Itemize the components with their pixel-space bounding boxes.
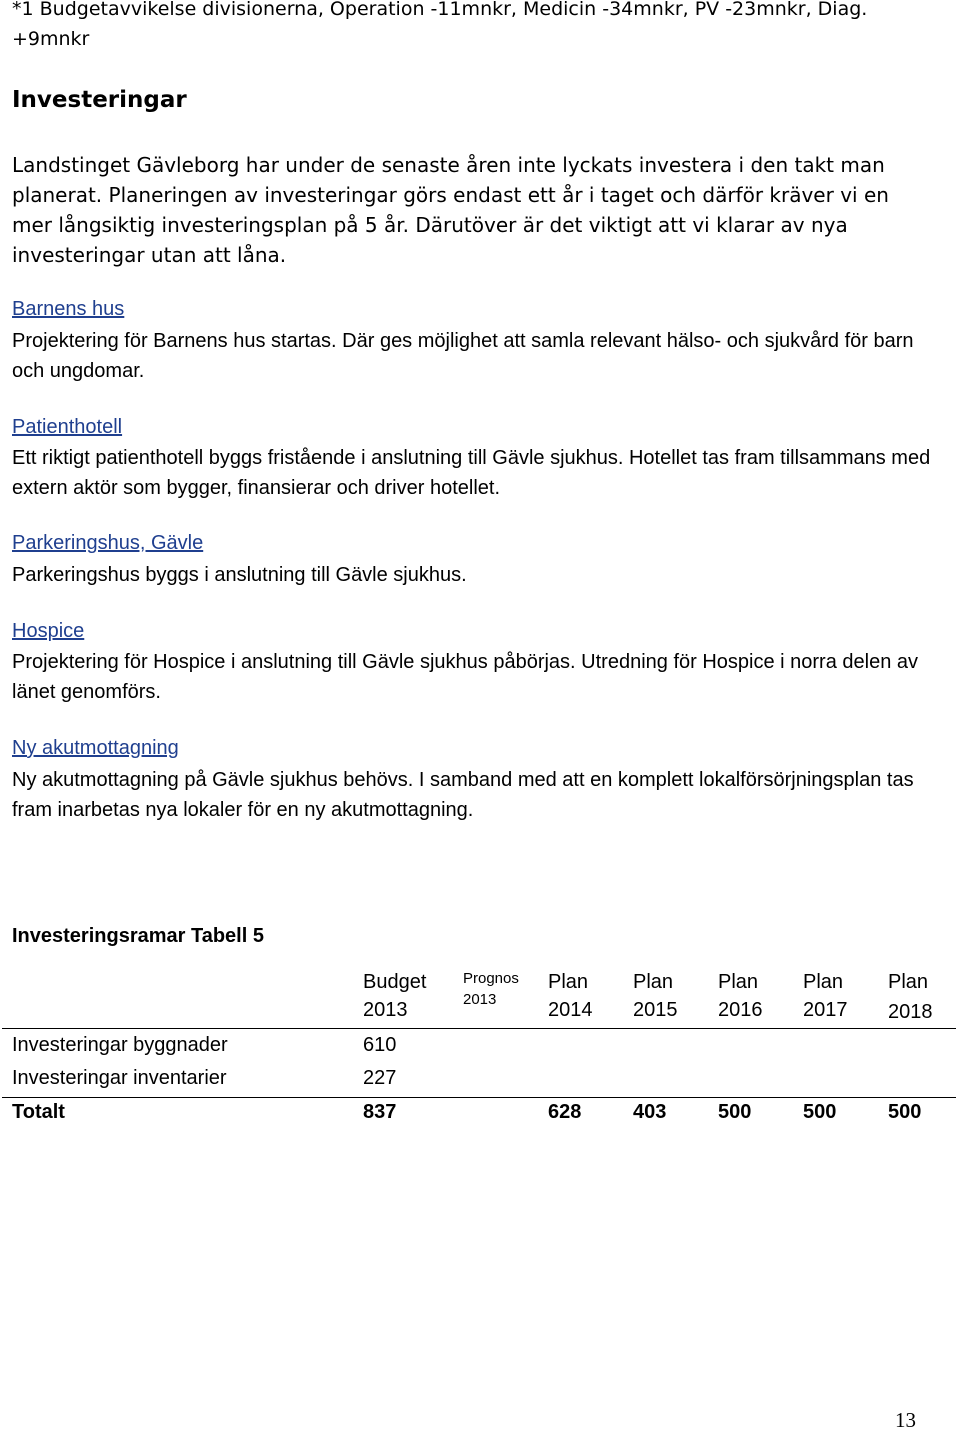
budget-footnote: *1 Budgetavvikelse divisionerna, Operation -11mnkr, Medicin -34mnkr, PV -23mnkr, Diag. +9mnkr	[12, 0, 868, 50]
table-cell-totalt-plan-2015: 403	[633, 1101, 667, 1123]
header-line1: Plan	[803, 971, 844, 993]
header-line1: Plan	[888, 971, 929, 993]
table-header-rule	[2, 1028, 956, 1029]
header-line1: Plan	[718, 971, 759, 993]
section-title-patienthotell: Patienthotell	[12, 416, 123, 438]
table-header-plan-2017	[803, 968, 848, 1024]
header-line2: 2018	[888, 1001, 933, 1023]
table-row-label-inventarier: Investeringar inventarier	[12, 1067, 227, 1089]
table-cell-inventarier-budget-2013: 227	[363, 1067, 397, 1089]
header-line2: 2015	[633, 999, 678, 1021]
header-line1: Plan	[548, 971, 589, 993]
header-line1: Plan	[633, 971, 674, 993]
table-cell-totalt-plan-2016: 500	[718, 1101, 752, 1123]
table-row-label-totalt: Totalt	[12, 1101, 65, 1123]
page-number: 13	[895, 1408, 916, 1432]
section-body-ny-akutmottagning: Ny akutmottagning på Gävle sjukhus behövs. I samband med att en komplett lokalförsörjningsplan tas fram inarbetas nya lokaler för en ny akutmottagning.	[12, 769, 914, 821]
table-header-plan-2015	[633, 968, 678, 1024]
table-cell-totalt-plan-2014: 628	[548, 1101, 582, 1123]
table-total-rule	[2, 1097, 956, 1098]
header-line2: 2013	[363, 999, 408, 1021]
section-title-parkeringshus: Parkeringshus, Gävle	[12, 532, 204, 554]
table-cell-byggnader-budget-2013: 610	[363, 1034, 397, 1056]
header-line2: 2016	[718, 999, 763, 1021]
header-line2: 2013	[463, 991, 497, 1008]
page-heading: Investeringar	[12, 87, 187, 113]
table-cell-totalt-budget-2013: 837	[363, 1101, 397, 1123]
section-body-barnens-hus: Projektering för Barnens hus startas. Där ges möjlighet att samla relevant hälso- och sjukvård för barn och ungdomar.	[12, 330, 914, 382]
header-line2: 2014	[548, 999, 593, 1021]
section-title-hospice: Hospice	[12, 620, 85, 642]
table-cell-totalt-plan-2017: 500	[803, 1101, 837, 1123]
table-cell-totalt-plan-2018: 500	[888, 1101, 922, 1123]
header-line2: 2017	[803, 999, 848, 1021]
section-title-barnens-hus: Barnens hus	[12, 298, 125, 320]
table-header-prognos-2013	[463, 968, 519, 1010]
header-line1: Budget	[363, 971, 427, 993]
intro-paragraph: Landstinget Gävleborg har under de senaste åren inte lyckats investera i den takt man planerat. Planeringen av investeringar görs endast ett år i taget och därför kräver vi en mer långsiktig investeringsplan på 5 år. Därutöver är det viktigt att vi klarar av nya investeringar utan att låna.	[12, 153, 889, 267]
table-header-plan-2014	[548, 968, 593, 1024]
section-body-hospice: Projektering för Hospice i anslutning till Gävle sjukhus påbörjas. Utredning för Hospice i norra delen av länet genomförs.	[12, 651, 919, 703]
section-title-ny-akutmottagning: Ny akutmottagning	[12, 737, 179, 759]
table-header-plan-2018	[888, 968, 933, 1026]
header-line1: Prognos	[463, 970, 519, 987]
section-body-patienthotell: Ett riktigt patienthotell byggs fristående i anslutning till Gävle sjukhus. Hotellet tas fram tillsammans med extern aktör som bygger, finansierar och driver hotellet.	[12, 447, 931, 499]
table-header-plan-2016	[718, 968, 763, 1024]
table-header-budget-2013	[363, 968, 426, 1024]
section-body-parkeringshus: Parkeringshus byggs i anslutning till Gävle sjukhus.	[12, 564, 467, 586]
table-row-label-byggnader: Investeringar byggnader	[12, 1034, 228, 1056]
table-title: Investeringsramar Tabell 5	[12, 925, 264, 947]
